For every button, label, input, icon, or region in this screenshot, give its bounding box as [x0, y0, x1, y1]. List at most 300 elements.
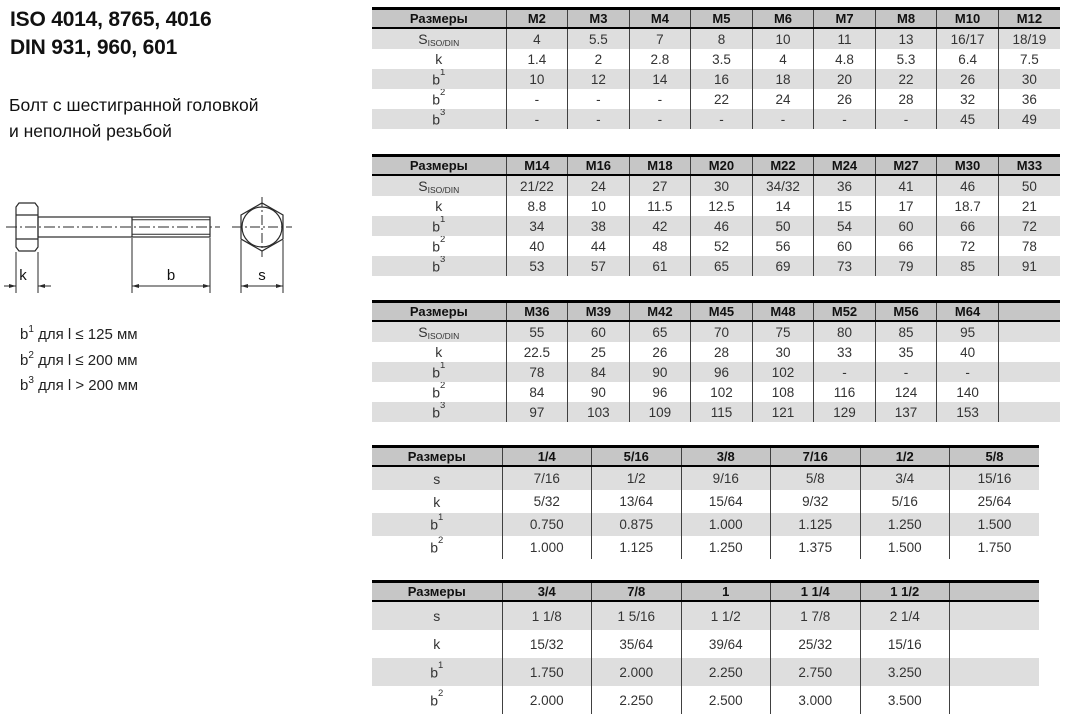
table-row: [372, 630, 1039, 658]
table-row: [372, 513, 1039, 536]
value-cell: 46: [937, 175, 999, 196]
value-cell: [998, 342, 1060, 362]
value-cell: 72: [937, 236, 999, 256]
row-label: $b^1$: [372, 513, 502, 536]
row-label: k: [435, 51, 443, 67]
value-cell: 6.4: [937, 49, 999, 69]
table-row: [372, 402, 1060, 422]
value-cell: 15/32: [502, 630, 592, 658]
value-cell: 90: [629, 362, 691, 382]
table-row: [372, 658, 1039, 686]
page-title: [10, 6, 212, 62]
value-cell: 2.8: [629, 49, 691, 69]
value-cell: 60: [568, 321, 630, 342]
row-label: s: [372, 601, 502, 630]
value-cell: -: [568, 89, 630, 109]
value-cell: 9/16: [681, 466, 771, 490]
dim-k-label: k: [19, 267, 27, 284]
value-cell: 18: [752, 69, 814, 89]
value-cell: -: [752, 109, 814, 129]
value-cell: 8.8: [506, 196, 568, 216]
corner-header: Размеры: [372, 447, 502, 467]
size-column-header: M5: [691, 9, 753, 29]
value-cell: 21/22: [506, 175, 568, 196]
value-cell: [950, 630, 1040, 658]
value-cell: 1.500: [950, 513, 1040, 536]
table-row: [372, 536, 1039, 559]
row-label: $S_{ISO/DIN}$: [372, 321, 506, 342]
value-cell: 2.250: [681, 658, 771, 686]
size-column-header: M10: [937, 9, 999, 29]
row-label: $b^1$: [372, 658, 502, 686]
table-row: [372, 28, 1060, 49]
value-cell: 108: [752, 382, 814, 402]
row-label: k: [433, 636, 441, 652]
table-row: [372, 362, 1060, 382]
value-cell: 1 5/16: [592, 601, 682, 630]
size-column-header: M56: [875, 302, 937, 322]
table-row: [372, 69, 1060, 89]
value-cell: 115: [691, 402, 753, 422]
value-cell: 109: [629, 402, 691, 422]
table-row: [372, 89, 1060, 109]
value-cell: 1.375: [771, 536, 861, 559]
value-cell: 21: [998, 196, 1060, 216]
table-row: [372, 342, 1060, 362]
value-cell: 78: [506, 362, 568, 382]
size-column-header: M45: [691, 302, 753, 322]
size-column-header: M3: [568, 9, 630, 29]
header-row: [372, 9, 1060, 29]
value-cell: 124: [875, 382, 937, 402]
value-cell: 10: [506, 69, 568, 89]
row-label: $S_{ISO/DIN}$: [372, 28, 506, 49]
value-cell: 30: [752, 342, 814, 362]
value-cell: 39/64: [681, 630, 771, 658]
size-column-header: 1/2: [860, 447, 950, 467]
value-cell: 28: [691, 342, 753, 362]
value-cell: 85: [937, 256, 999, 276]
table-row: [372, 466, 1039, 490]
value-cell: 1 1/8: [502, 601, 592, 630]
value-cell: 65: [691, 256, 753, 276]
table-row: [372, 382, 1060, 402]
size-column-header: M4: [629, 9, 691, 29]
value-cell: 16: [691, 69, 753, 89]
value-cell: 4: [506, 28, 568, 49]
value-cell: 44: [568, 236, 630, 256]
value-cell: 24: [752, 89, 814, 109]
table-m14-m33: [372, 154, 1060, 276]
value-cell: 34/32: [752, 175, 814, 196]
value-cell: 1.750: [502, 658, 592, 686]
value-cell: 140: [937, 382, 999, 402]
value-cell: 26: [629, 342, 691, 362]
value-cell: 12.5: [691, 196, 753, 216]
value-cell: -: [937, 362, 999, 382]
value-cell: 13/64: [592, 490, 682, 513]
value-cell: 66: [937, 216, 999, 236]
value-cell: 5/8: [771, 466, 861, 490]
value-cell: 60: [814, 236, 876, 256]
value-cell: 8: [691, 28, 753, 49]
value-cell: 25/64: [950, 490, 1040, 513]
value-cell: 16/17: [937, 28, 999, 49]
value-cell: 27: [629, 175, 691, 196]
thread-length-notes: [20, 320, 138, 397]
value-cell: 40: [506, 236, 568, 256]
value-cell: 4: [752, 49, 814, 69]
value-cell: 90: [568, 382, 630, 402]
table-row: [372, 49, 1060, 69]
dim-s-label: s: [258, 267, 266, 284]
size-column-header: M7: [814, 9, 876, 29]
value-cell: 26: [937, 69, 999, 89]
value-cell: 56: [752, 236, 814, 256]
size-column-header: M36: [506, 302, 568, 322]
row-label: $b^1$: [372, 362, 506, 382]
value-cell: 137: [875, 402, 937, 422]
size-column-header: M6: [752, 9, 814, 29]
table-unc-large: [372, 580, 1039, 714]
value-cell: -: [875, 362, 937, 382]
value-cell: 5.5: [568, 28, 630, 49]
size-column-header: M30: [937, 156, 999, 176]
size-column-header: 5/8: [950, 447, 1040, 467]
value-cell: 2: [568, 49, 630, 69]
row-label: $b^2$: [432, 382, 446, 401]
value-cell: 2.750: [771, 658, 861, 686]
dim-b: [132, 238, 210, 293]
value-cell: 10: [568, 196, 630, 216]
page-subtitle: [9, 92, 259, 144]
value-cell: 5/16: [860, 490, 950, 513]
value-cell: 22.5: [506, 342, 568, 362]
row-label: $b^3$: [372, 402, 506, 422]
size-column-header: M22: [752, 156, 814, 176]
size-column-header: M2: [506, 9, 568, 29]
row-label: $b^2$: [432, 89, 446, 108]
value-cell: -: [506, 89, 568, 109]
size-column-header: M20: [691, 156, 753, 176]
value-cell: 1.125: [592, 536, 682, 559]
value-cell: 34: [506, 216, 568, 236]
value-cell: 33: [814, 342, 876, 362]
value-cell: 50: [998, 175, 1060, 196]
value-cell: 3/4: [860, 466, 950, 490]
value-cell: 15: [814, 196, 876, 216]
bolt-drawing: [4, 190, 349, 308]
value-cell: 14: [752, 196, 814, 216]
value-cell: 18.7: [937, 196, 999, 216]
value-cell: 61: [629, 256, 691, 276]
corner-header: Размеры: [372, 9, 506, 29]
size-column-header: M16: [568, 156, 630, 176]
value-cell: 73: [814, 256, 876, 276]
value-cell: 102: [752, 362, 814, 382]
table-m36-m64: [372, 300, 1060, 422]
value-cell: 10: [752, 28, 814, 49]
value-cell: 7: [629, 28, 691, 49]
bolt-side-view: [6, 203, 220, 251]
value-cell: 28: [875, 89, 937, 109]
header-row: [372, 582, 1039, 602]
value-cell: 24: [568, 175, 630, 196]
row-label: $b^3$: [372, 109, 506, 129]
value-cell: 2.000: [592, 658, 682, 686]
value-cell: 30: [998, 69, 1060, 89]
size-column-header: M42: [629, 302, 691, 322]
value-cell: 103: [568, 402, 630, 422]
size-column-header: 3/4: [502, 582, 592, 602]
value-cell: 102: [691, 382, 753, 402]
size-column-header: M39: [568, 302, 630, 322]
table-row: [372, 256, 1060, 276]
value-cell: 7/16: [502, 466, 592, 490]
value-cell: 3.500: [860, 686, 950, 714]
corner-header: Размеры: [372, 582, 502, 602]
value-cell: 22: [875, 69, 937, 89]
value-cell: 1.000: [502, 536, 592, 559]
size-column-header: 1: [681, 582, 771, 602]
row-label: $b^1$: [372, 216, 506, 236]
value-cell: -: [814, 109, 876, 129]
value-cell: 41: [875, 175, 937, 196]
value-cell: 2 1/4: [860, 601, 950, 630]
note-b3: $b^3$ для l > 200 мм: [20, 375, 139, 394]
row-label: k: [435, 344, 443, 360]
row-label: $S_{ISO/DIN}$: [372, 175, 506, 196]
table-row: [372, 321, 1060, 342]
value-cell: 0.875: [592, 513, 682, 536]
value-cell: 52: [691, 236, 753, 256]
value-cell: 36: [814, 175, 876, 196]
value-cell: 11: [814, 28, 876, 49]
value-cell: 7.5: [998, 49, 1060, 69]
subtitle-line-2: и неполной резьбой: [9, 121, 172, 141]
value-cell: 97: [506, 402, 568, 422]
value-cell: 1.125: [771, 513, 861, 536]
value-cell: 5/32: [502, 490, 592, 513]
value-cell: 3.250: [860, 658, 950, 686]
size-column-header: M8: [875, 9, 937, 29]
size-column-header: M12: [998, 9, 1060, 29]
value-cell: 3.000: [771, 686, 861, 714]
value-cell: 57: [568, 256, 630, 276]
value-cell: 95: [937, 321, 999, 342]
size-column-header: 7/8: [592, 582, 682, 602]
value-cell: 1 1/2: [681, 601, 771, 630]
size-column-header: M52: [814, 302, 876, 322]
value-cell: -: [568, 109, 630, 129]
value-cell: 78: [998, 236, 1060, 256]
table-row: [372, 196, 1060, 216]
value-cell: 55: [506, 321, 568, 342]
value-cell: 153: [937, 402, 999, 422]
value-cell: 9/32: [771, 490, 861, 513]
value-cell: 1.250: [860, 513, 950, 536]
value-cell: 2.000: [502, 686, 592, 714]
subtitle-line-1: Болт с шестигранной головкой: [9, 95, 259, 115]
value-cell: -: [506, 109, 568, 129]
value-cell: 1.500: [860, 536, 950, 559]
value-cell: 46: [691, 216, 753, 236]
value-cell: 96: [629, 382, 691, 402]
value-cell: 116: [814, 382, 876, 402]
note-b1: $b^1$ для l ≤ 125 мм: [20, 324, 138, 343]
value-cell: [950, 601, 1040, 630]
value-cell: [998, 402, 1060, 422]
size-column-header: 1 1/4: [771, 582, 861, 602]
value-cell: 15/16: [860, 630, 950, 658]
table-row: [372, 175, 1060, 196]
value-cell: 0.750: [502, 513, 592, 536]
value-cell: 69: [752, 256, 814, 276]
corner-header: Размеры: [372, 302, 506, 322]
value-cell: 121: [752, 402, 814, 422]
value-cell: 13: [875, 28, 937, 49]
value-cell: 84: [568, 362, 630, 382]
value-cell: -: [875, 109, 937, 129]
row-label: $b^3$: [372, 256, 506, 276]
size-column-header: M33: [998, 156, 1060, 176]
value-cell: [998, 382, 1060, 402]
value-cell: [950, 658, 1040, 686]
empty-column-header: [998, 302, 1060, 322]
value-cell: 2.250: [592, 686, 682, 714]
header-row: [372, 302, 1060, 322]
table-row: [372, 109, 1060, 129]
row-label: $b^2$: [432, 236, 446, 255]
value-cell: 11.5: [629, 196, 691, 216]
value-cell: 1.750: [950, 536, 1040, 559]
table-row: [372, 490, 1039, 513]
value-cell: 53: [506, 256, 568, 276]
value-cell: 79: [875, 256, 937, 276]
table-row: [372, 601, 1039, 630]
table-m2-m12: [372, 7, 1060, 129]
value-cell: 32: [937, 89, 999, 109]
value-cell: 91: [998, 256, 1060, 276]
value-cell: 4.8: [814, 49, 876, 69]
corner-header: Размеры: [372, 156, 506, 176]
value-cell: 54: [814, 216, 876, 236]
empty-column-header: [950, 582, 1040, 602]
row-label: $b^2$: [430, 687, 444, 709]
value-cell: 22: [691, 89, 753, 109]
size-column-header: 5/16: [592, 447, 682, 467]
value-cell: 1 7/8: [771, 601, 861, 630]
value-cell: 1/2: [592, 466, 682, 490]
title-iso: ISO 4014, 8765, 4016: [10, 8, 212, 31]
value-cell: 1.4: [506, 49, 568, 69]
row-label: k: [433, 493, 441, 510]
value-cell: 129: [814, 402, 876, 422]
value-cell: 45: [937, 109, 999, 129]
table-row: [372, 236, 1060, 256]
value-cell: [950, 686, 1040, 714]
value-cell: 75: [752, 321, 814, 342]
note-b2: $b^2$ для l ≤ 200 мм: [20, 349, 138, 369]
value-cell: 36: [998, 89, 1060, 109]
table-unc-small: [372, 445, 1039, 559]
value-cell: [998, 321, 1060, 342]
value-cell: -: [691, 109, 753, 129]
value-cell: 1.000: [681, 513, 771, 536]
dim-k: [4, 252, 51, 293]
value-cell: 96: [691, 362, 753, 382]
row-label: s: [372, 466, 502, 490]
value-cell: [998, 362, 1060, 382]
size-column-header: M18: [629, 156, 691, 176]
value-cell: 1.250: [681, 536, 771, 559]
dimension-tables: [372, 0, 1067, 720]
value-cell: 84: [506, 382, 568, 402]
value-cell: 38: [568, 216, 630, 236]
size-column-header: 7/16: [771, 447, 861, 467]
value-cell: -: [629, 89, 691, 109]
size-column-header: 1 1/2: [860, 582, 950, 602]
size-column-header: M48: [752, 302, 814, 322]
row-label: k: [435, 198, 443, 214]
value-cell: 26: [814, 89, 876, 109]
row-label: $b^2$: [430, 536, 444, 556]
value-cell: 50: [752, 216, 814, 236]
value-cell: -: [814, 362, 876, 382]
value-cell: 18/19: [998, 28, 1060, 49]
value-cell: 40: [937, 342, 999, 362]
value-cell: 12: [568, 69, 630, 89]
value-cell: 15/64: [681, 490, 771, 513]
value-cell: 80: [814, 321, 876, 342]
table-row: [372, 216, 1060, 236]
value-cell: 3.5: [691, 49, 753, 69]
size-column-header: 3/8: [681, 447, 771, 467]
value-cell: 14: [629, 69, 691, 89]
value-cell: 48: [629, 236, 691, 256]
value-cell: 2.500: [681, 686, 771, 714]
size-column-header: M14: [506, 156, 568, 176]
size-column-header: M27: [875, 156, 937, 176]
value-cell: 17: [875, 196, 937, 216]
dim-b-label: b: [166, 267, 176, 284]
header-row: [372, 156, 1060, 176]
value-cell: 42: [629, 216, 691, 236]
row-label: $b^1$: [372, 69, 506, 89]
value-cell: 35: [875, 342, 937, 362]
value-cell: 66: [875, 236, 937, 256]
size-column-header: M24: [814, 156, 876, 176]
value-cell: 65: [629, 321, 691, 342]
value-cell: 5.3: [875, 49, 937, 69]
value-cell: 72: [998, 216, 1060, 236]
title-din: DIN 931, 960, 601: [10, 36, 178, 59]
value-cell: 25/32: [771, 630, 861, 658]
value-cell: 30: [691, 175, 753, 196]
header-row: [372, 447, 1039, 467]
size-column-header: M64: [937, 302, 999, 322]
value-cell: 35/64: [592, 630, 682, 658]
value-cell: 85: [875, 321, 937, 342]
value-cell: -: [629, 109, 691, 129]
value-cell: 25: [568, 342, 630, 362]
table-row: [372, 686, 1039, 714]
value-cell: 15/16: [950, 466, 1040, 490]
value-cell: 20: [814, 69, 876, 89]
value-cell: 49: [998, 109, 1060, 129]
value-cell: 70: [691, 321, 753, 342]
value-cell: 60: [875, 216, 937, 236]
